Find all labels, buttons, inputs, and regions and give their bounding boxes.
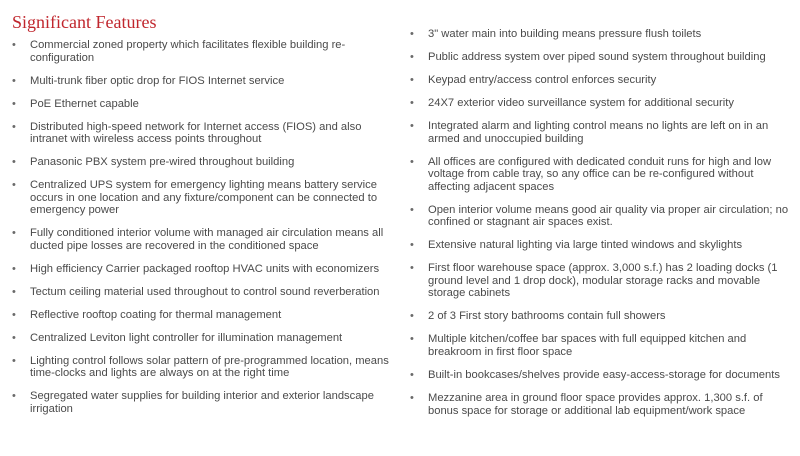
feature-item [12, 263, 390, 276]
feature-text: High efficiency Carrier packaged rooftop HVAC units with economizers [30, 262, 380, 275]
feature-item [12, 179, 390, 217]
feature-list-right [410, 28, 792, 417]
feature-text: Mezzanine area in ground floor space provides approx. 1,300 s.f. of bonus space for storage or additional lab equipment/work space [428, 391, 763, 417]
feature-item [12, 390, 390, 415]
feature-text: 2 of 3 First story bathrooms contain full showers [428, 310, 666, 323]
feature-text: Multiple kitchen/coffee bar spaces with full equipped kitchen and breakroom in first floor space [428, 333, 747, 358]
feature-item [12, 39, 390, 64]
feature-item [12, 332, 390, 345]
bullet-icon: • [410, 333, 414, 346]
bullet-icon: • [12, 120, 16, 133]
bullet-icon: • [410, 310, 414, 323]
feature-item [410, 28, 792, 41]
bullet-icon: • [12, 156, 16, 169]
feature-item [410, 392, 792, 417]
feature-text: Built-in bookcases/shelves provide easy-access-storage for documents [428, 368, 780, 381]
feature-text: Lighting control follows solar pattern of pre-programmed location, means time-clocks and lights are always on at the right time [30, 354, 389, 380]
bullet-icon: • [12, 179, 16, 192]
feature-item [12, 227, 390, 252]
bullet-icon: • [410, 262, 414, 275]
feature-list-left [12, 39, 390, 416]
feature-item [410, 262, 792, 300]
feature-text: Commercial zoned property which facilitates flexible building re-configuration [30, 39, 346, 64]
feature-text: Public address system over piped sound system throughout building [428, 50, 766, 63]
feature-text: Distributed high-speed network for Internet access (FIOS) and also intranet with wireless access points throughout [30, 120, 362, 146]
feature-item [12, 286, 390, 299]
feature-text: First floor warehouse space (approx. 3,000 s.f.) has 2 loading docks (1 ground level and 1 drop dock), modular storage racks and movable storage cabinets [428, 262, 778, 300]
feature-item [410, 156, 792, 194]
feature-item [410, 369, 792, 382]
bullet-icon: • [12, 354, 16, 367]
feature-text: PoE Ethernet capable [30, 97, 139, 110]
right-column [410, 0, 792, 428]
feature-item [12, 121, 390, 146]
feature-text: Extensive natural lighting via large tinted windows and skylights [428, 239, 743, 252]
feature-item [12, 75, 390, 88]
bullet-icon: • [410, 368, 414, 381]
feature-text: Reflective rooftop coating for thermal management [30, 308, 282, 321]
bullet-icon: • [12, 39, 16, 51]
bullet-icon: • [410, 96, 414, 109]
feature-text: Open interior volume means good air quality via proper air circulation; no confined or stagnant air spaces exist. [428, 203, 789, 229]
feature-text: Panasonic PBX system pre-wired throughout building [30, 156, 295, 169]
bullet-icon: • [410, 28, 414, 40]
feature-item [410, 74, 792, 87]
bullet-icon: • [410, 155, 414, 168]
feature-item [410, 310, 792, 323]
feature-item [12, 156, 390, 169]
bullet-icon: • [410, 391, 414, 404]
feature-text: Fully conditioned interior volume with managed air circulation means all ducted pipe losses are recovered in the conditioned space [30, 227, 384, 252]
feature-text: Multi-trunk fiber optic drop for FIOS Internet service [30, 74, 285, 87]
bullet-icon: • [12, 74, 16, 87]
feature-item [410, 204, 792, 229]
bullet-icon: • [410, 203, 414, 216]
bullet-icon: • [410, 50, 414, 63]
feature-text: Segregated water supplies for building interior and exterior landscape irrigation [30, 390, 374, 415]
feature-item [410, 333, 792, 358]
bullet-icon: • [12, 97, 16, 110]
bullet-icon: • [12, 308, 16, 321]
bullet-icon: • [410, 73, 414, 86]
feature-item [410, 51, 792, 64]
bullet-icon: • [12, 262, 16, 275]
bullet-icon: • [410, 239, 414, 252]
feature-item [410, 97, 792, 110]
bullet-icon: • [12, 227, 16, 240]
feature-text: Integrated alarm and lighting control means no lights are left on in an armed and unoccupied building [428, 119, 769, 145]
feature-text: 24X7 exterior video surveillance system for additional security [428, 96, 734, 109]
bullet-icon: • [410, 119, 414, 132]
bullet-icon: • [12, 285, 16, 298]
feature-item [12, 98, 390, 111]
feature-item [12, 309, 390, 322]
feature-text: Keypad entry/access control enforces security [428, 73, 657, 86]
section-title: Significant Features [12, 12, 157, 32]
feature-text: Centralized Leviton light controller for illumination management [30, 331, 343, 344]
bullet-icon: • [12, 390, 16, 403]
feature-item [12, 355, 390, 380]
feature-item [410, 120, 792, 145]
feature-text: Tectum ceiling material used throughout to control sound reverberation [30, 285, 380, 298]
feature-text: All offices are configured with dedicated conduit runs for high and low voltage from cable tray, so any office can be re-configured without affecting adjacent spaces [428, 155, 772, 193]
bullet-icon: • [12, 331, 16, 344]
feature-item [410, 239, 792, 252]
feature-text: Centralized UPS system for emergency lighting means battery service occurs in one location and any fixture/component can be connected to emergency power [30, 179, 378, 217]
feature-text: 3" water main into building means pressure flush toilets [428, 28, 702, 40]
left-column [12, 0, 390, 426]
